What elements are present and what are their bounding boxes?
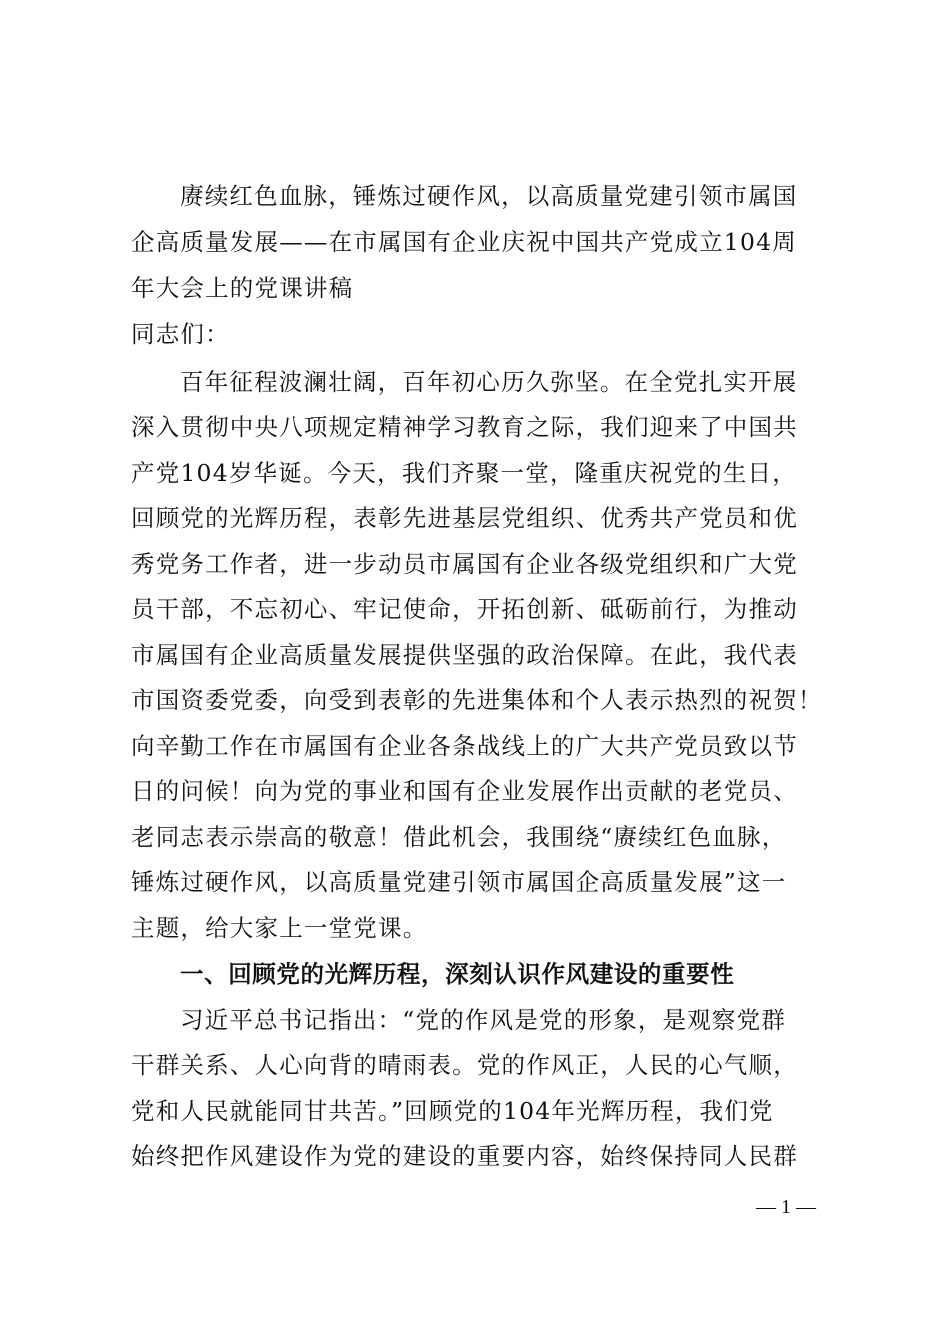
- title-line: 赓续红色血脉，锤炼过硬作风，以高质量党建引领市属国: [180, 182, 798, 210]
- paragraph-line: 市属国有企业高质量发展提供坚强的政治保障。在此，我代表: [131, 641, 798, 669]
- section-heading: 一、回顾党的光辉历程，深刻认识作风建设的重要性: [180, 960, 735, 988]
- paragraph-line: 始终把作风建设作为党的建设的重要内容，始终保持同人民群: [131, 1142, 798, 1170]
- paragraph-line: 员干部，不忘初心、牢记使命，开拓创新、砥砺前行，为推动: [131, 595, 798, 623]
- title-line: 年大会上的党课讲稿: [131, 274, 354, 302]
- paragraph-line: 回顾党的光辉历程，表彰先进基层党组织、优秀共产党员和优: [131, 504, 798, 532]
- paragraph-line: 市国资委党委，向受到表彰的先进集体和个人表示热烈的祝贺！: [131, 686, 823, 714]
- paragraph-line: 锤炼过硬作风，以高质量党建引领市属国企高质量发展”这一: [131, 868, 787, 896]
- paragraph-line: 主题，给大家上一堂党课。: [131, 914, 428, 942]
- paragraph-line: 党和人民就能同甘共苦。”回顾党的104年光辉历程，我们党: [131, 1097, 774, 1125]
- paragraph-line: 向辛勤工作在市属国有企业各条战线上的广大共产党员致以节: [131, 732, 798, 760]
- paragraph-line: 百年征程波澜壮阔，百年初心历久弥坚。在全党扎实开展: [180, 368, 798, 396]
- paragraph-line: 日的问候！向为党的事业和国有企业发展作出贡献的老党员、: [131, 777, 798, 805]
- paragraph-line: 秀党务工作者，进一步动员市属国有企业各级党组织和广大党: [131, 550, 798, 578]
- paragraph-line: 深入贯彻中央八项规定精神学习教育之际，我们迎来了中国共: [131, 413, 798, 441]
- paragraph-line: 习近平总书记指出：“党的作风是党的形象，是观察党群: [180, 1006, 787, 1034]
- paragraph-line: 老同志表示崇高的敬意！借此机会，我围绕“赓续红色血脉，: [131, 823, 787, 851]
- page-number: — 1 —: [756, 1196, 816, 1218]
- salutation: 同志们：: [131, 320, 230, 348]
- title-line: 企高质量发展——在市属国有企业庆祝中国共产党成立104周: [131, 228, 797, 256]
- paragraph-line: 干群关系、人心向背的晴雨表。党的作风正，人民的心气顺，: [131, 1051, 798, 1079]
- paragraph-line: 产党104岁华诞。今天，我们齐聚一堂，隆重庆祝党的生日，: [131, 459, 797, 487]
